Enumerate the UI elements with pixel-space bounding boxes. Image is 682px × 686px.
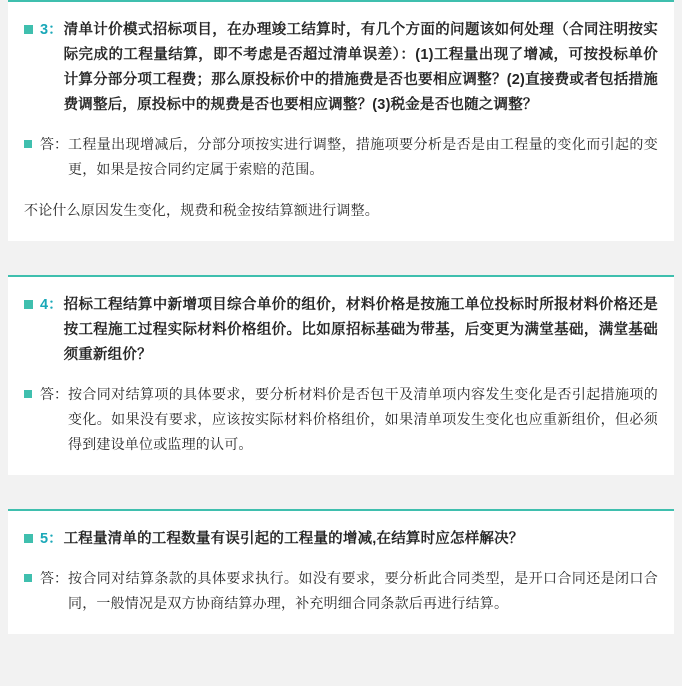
question-row — [24, 527, 658, 552]
question-number: 5： — [40, 531, 63, 547]
square-bullet-icon — [24, 300, 33, 309]
question-row — [24, 18, 658, 118]
answer-row — [24, 132, 658, 182]
question-text: 工程量清单的工程数量有误引起的工程量的增减,在结算时应怎样解决？ — [63, 531, 524, 547]
question-number: 3： — [40, 22, 63, 38]
question-text: 清单计价模式招标项目，在办理竣工结算时，有几个方面的问题该如何处理（合同注明按实际完成的工程量结算，即不考虑是否超过清单误差）：(1)工程量出现了增减，可按投标单价计算分部分项工程费；那么原投标价中的措施费是否也要相应调整？(2)直接费或者包括措施费调整后，原投标中的规费是否也要相应调整？(3)税金是否也随之调整？ — [63, 22, 658, 113]
answer-row — [24, 382, 658, 457]
square-bullet-icon — [24, 534, 33, 543]
question-row — [24, 293, 658, 368]
square-bullet-icon — [24, 25, 33, 34]
qa-card-4 — [8, 275, 674, 475]
answer-label: 答： — [40, 386, 68, 402]
answer-row — [24, 566, 658, 616]
square-bullet-icon — [24, 574, 32, 582]
question-text: 招标工程结算中新增项目综合单价的组价，材料价格是按施工单位投标时所报材料价格还是按工程施工过程实际材料价格组价。比如原招标基础为带基，后变更为满堂基础，满堂基础须重新组价？ — [63, 297, 658, 363]
answer-block — [24, 132, 658, 223]
square-bullet-icon — [24, 140, 32, 148]
qa-card-3 — [8, 0, 674, 241]
answer-extra-text: 不论什么原因发生变化，规费和税金按结算额进行调整。 — [24, 202, 379, 218]
answer-label: 答： — [40, 570, 68, 586]
answer-text: 工程量出现增减后，分部分项按实进行调整，措施项要分析是否是由工程量的变化而引起的变更，如果是按合同约定属于索赔的范围。 — [68, 136, 658, 177]
answer-text: 按合同对结算项的具体要求，要分析材料价是否包干及清单项内容发生变化是否引起措施项的变化。如果没有要求，应该按实际材料价格组价，如果清单项发生变化也应重新组价，但必须得到建设单位或监理的认可。 — [68, 386, 658, 452]
square-bullet-icon — [24, 390, 32, 398]
question-number: 4： — [40, 297, 63, 313]
answer-text: 按合同对结算条款的具体要求执行。如没有要求，要分析此合同类型，是开口合同还是闭口合同，一般情况是双方协商结算办理，补充明细合同条款后再进行结算。 — [68, 570, 658, 611]
answer-block — [24, 566, 658, 616]
qa-card-5 — [8, 509, 674, 634]
answer-block — [24, 382, 658, 457]
answer-label: 答： — [40, 136, 68, 152]
